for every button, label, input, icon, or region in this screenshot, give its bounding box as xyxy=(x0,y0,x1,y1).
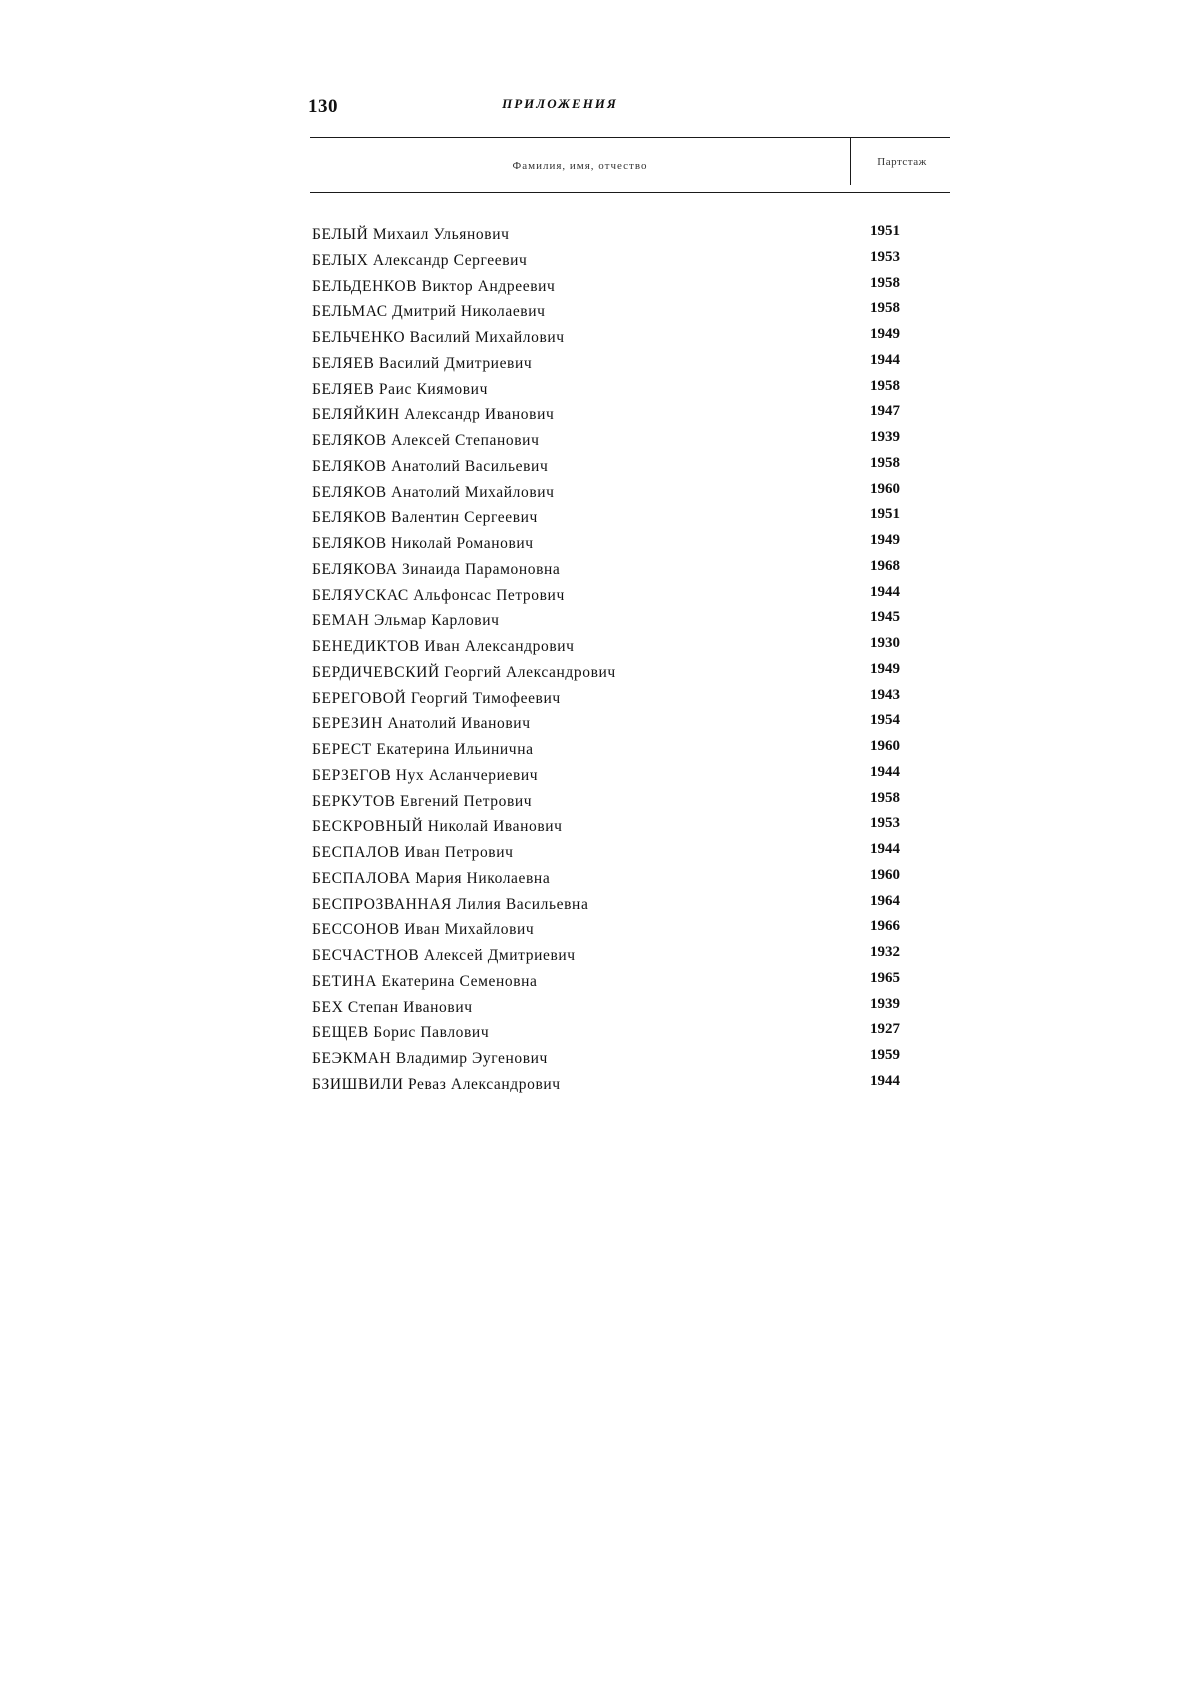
party-membership-year: 1960 xyxy=(870,738,900,754)
member-name: БЕЛЯУСКАС Альфонсас Петрович xyxy=(312,586,565,604)
table-row xyxy=(312,454,952,484)
member-name: БЕЛЯКОВА Зинаида Парамоновна xyxy=(312,560,561,578)
page-number: 130 xyxy=(308,96,338,117)
table-row xyxy=(312,351,952,381)
party-membership-year: 1966 xyxy=(870,918,900,935)
party-membership-year: 1947 xyxy=(870,403,900,420)
table-row xyxy=(312,532,952,561)
table-row xyxy=(312,841,952,870)
table-row xyxy=(312,918,952,947)
party-membership-year: 1958 xyxy=(870,274,900,291)
column-divider xyxy=(850,137,851,185)
member-name: БЕЛЫХ Александр Сергеевич xyxy=(312,251,528,269)
party-membership-year: 1954 xyxy=(870,712,900,729)
table-row xyxy=(312,248,952,278)
member-name: БЕСЧАСТНОВ Алексей Дмитриевич xyxy=(312,947,576,964)
member-name: БЕРДИЧЕВСКИЙ Георгий Александрович xyxy=(312,663,616,681)
table-row xyxy=(312,789,952,819)
member-name: БЕСПАЛОВА Мария Николаевна xyxy=(312,869,551,887)
table-row xyxy=(312,892,952,922)
party-membership-year: 1939 xyxy=(870,429,900,445)
table-row xyxy=(312,326,952,355)
party-membership-year: 1951 xyxy=(870,506,900,523)
member-name: БЕСКРОВНЫЙ Николай Иванович xyxy=(312,818,563,836)
member-name: БЕЛЯКОВ Анатолий Михайлович xyxy=(312,483,555,501)
party-membership-year: 1930 xyxy=(870,635,900,651)
member-name: БЕЛЬМАС Дмитрий Николаевич xyxy=(312,303,546,321)
member-name: БЕСПРОЗВАННАЯ Лилия Васильевна xyxy=(312,895,589,913)
party-membership-year: 1944 xyxy=(870,1072,900,1089)
member-name: БЕЛЬЧЕНКО Василий Михайлович xyxy=(312,329,565,346)
party-membership-year: 1964 xyxy=(870,892,900,909)
table-row xyxy=(312,944,952,973)
member-name: БЕЛЯЕВ Раис Киямович xyxy=(312,380,488,398)
table-row xyxy=(312,583,952,613)
member-name: БЕЛЯКОВ Анатолий Васильевич xyxy=(312,457,549,475)
table-row xyxy=(312,429,952,458)
member-name: БЕТИНА Екатерина Семеновна xyxy=(312,972,538,990)
party-membership-year: 1944 xyxy=(870,763,900,780)
table-body xyxy=(312,223,952,1102)
table-row xyxy=(312,712,952,741)
table-row xyxy=(312,635,952,664)
member-name: БЕНЕДИКТОВ Иван Александрович xyxy=(312,638,575,655)
table-row xyxy=(312,377,952,407)
member-name: БЕХ Степан Иванович xyxy=(312,998,473,1016)
member-name: БЕЩЕВ Борис Павлович xyxy=(312,1024,490,1042)
party-membership-year: 1939 xyxy=(870,995,900,1012)
member-name: БЕРКУТОВ Евгений Петрович xyxy=(312,792,533,810)
member-name: БЕРЕГОВОЙ Георгий Тимофеевич xyxy=(312,689,561,707)
party-membership-year: 1944 xyxy=(870,351,900,368)
party-membership-year: 1949 xyxy=(870,326,900,342)
party-membership-year: 1958 xyxy=(870,454,900,471)
party-membership-year: 1958 xyxy=(870,377,900,394)
column-header-year: Партстаж xyxy=(877,156,927,168)
table-row xyxy=(312,866,952,896)
table-row xyxy=(312,480,952,510)
table-row xyxy=(312,506,952,535)
party-membership-year: 1953 xyxy=(870,248,900,265)
party-membership-year: 1958 xyxy=(870,300,900,317)
member-name: БЕЛЯЕВ Василий Дмитриевич xyxy=(312,354,533,372)
table-row xyxy=(312,738,952,767)
table-row xyxy=(312,1072,952,1102)
member-name: БЕСПАЛОВ Иван Петрович xyxy=(312,844,514,861)
running-header: ПРИЛОЖЕНИЯ xyxy=(502,96,618,111)
member-name: БЕЛЫЙ Михаил Ульянович xyxy=(312,226,510,243)
table-row xyxy=(312,274,952,304)
party-membership-year: 1949 xyxy=(870,532,900,548)
table-row xyxy=(312,300,952,329)
member-name: БЗИШВИЛИ Реваз Александрович xyxy=(312,1075,561,1093)
member-name: БЕЛЯЙКИН Александр Иванович xyxy=(312,406,555,424)
member-name: БЕЭКМАН Владимир Эугенович xyxy=(312,1050,548,1067)
member-name: БЕРЕЗИН Анатолий Иванович xyxy=(312,715,531,733)
table-row xyxy=(312,686,952,716)
party-membership-year: 1953 xyxy=(870,815,900,832)
table-top-rule xyxy=(310,137,950,138)
member-name: БЕЛЬДЕНКОВ Виктор Андреевич xyxy=(312,277,556,295)
party-membership-year: 1960 xyxy=(870,480,900,497)
table-row xyxy=(312,995,952,1025)
member-name: БЕЛЯКОВ Николай Романович xyxy=(312,535,534,552)
party-membership-year: 1944 xyxy=(870,583,900,600)
table-row xyxy=(312,223,952,252)
table-row xyxy=(312,1021,952,1050)
party-membership-year: 1968 xyxy=(870,557,900,574)
member-name: БЕЛЯКОВ Валентин Сергеевич xyxy=(312,509,538,527)
table-row xyxy=(312,660,952,690)
member-name: БЕССОНОВ Иван Михайлович xyxy=(312,921,535,939)
party-membership-year: 1960 xyxy=(870,866,900,883)
table-header-bottom-rule xyxy=(310,192,950,193)
party-membership-year: 1927 xyxy=(870,1021,900,1038)
table-row xyxy=(312,1047,952,1076)
member-name: БЕЛЯКОВ Алексей Степанович xyxy=(312,432,540,449)
party-membership-year: 1944 xyxy=(870,841,900,857)
table-row xyxy=(312,969,952,999)
member-name: БЕРЗЕГОВ Нух Асланчериевич xyxy=(312,766,539,784)
party-membership-year: 1959 xyxy=(870,1047,900,1063)
party-membership-year: 1949 xyxy=(870,660,900,677)
party-membership-year: 1945 xyxy=(870,609,900,626)
table-row xyxy=(312,609,952,638)
party-membership-year: 1958 xyxy=(870,789,900,806)
party-membership-year: 1932 xyxy=(870,944,900,960)
party-membership-year: 1943 xyxy=(870,686,900,703)
party-membership-year: 1951 xyxy=(870,223,900,239)
table-row xyxy=(312,763,952,793)
party-membership-year: 1965 xyxy=(870,969,900,986)
member-name: БЕМАН Эльмар Карлович xyxy=(312,612,500,630)
column-header-name: Фамилия, имя, отчество xyxy=(512,160,648,172)
table-row xyxy=(312,557,952,587)
member-name: БЕРЕСТ Екатерина Ильинична xyxy=(312,741,534,758)
table-row xyxy=(312,815,952,844)
table-row xyxy=(312,403,952,432)
